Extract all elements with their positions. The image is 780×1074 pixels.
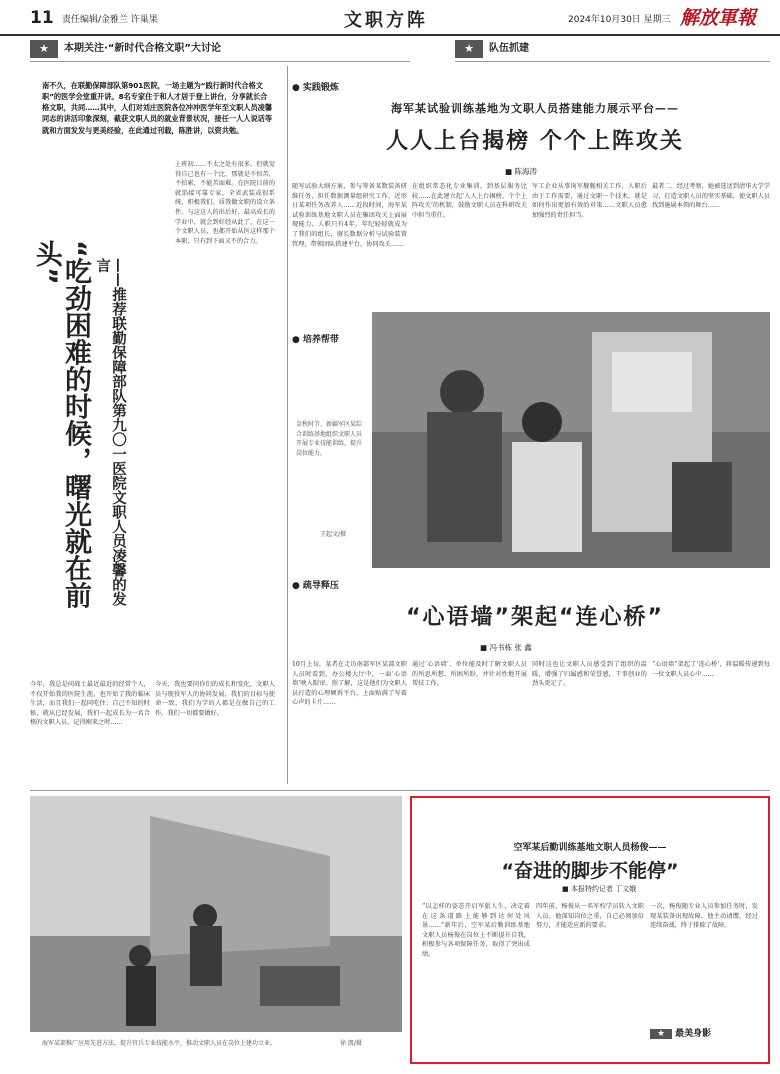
right-section-label: 队伍抓建 [489,43,529,54]
column-divider [287,66,288,784]
horizontal-rule [30,790,770,791]
feature2-body-2: 通过‘心语墙’，单位能及时了解文职人员的所思所想、所困所盼，并针对性地开展帮扶工作。 [412,661,527,688]
editors: 责任编辑/金雅兰 许巢果 [62,15,158,25]
feature2-byline: ■ 冯书栋 张 鑫 [480,643,532,652]
newspaper-logo: 解放軍報 [680,7,757,29]
star-icon: ★ [650,1029,672,1039]
feature2-body-4: “心语墙”架起了‘连心桥’，将温暖传递到每一位文职人员心中…… [652,661,770,678]
article-title: “奋进的脚步不能停” [501,860,679,882]
article-body-3: 一次，杨俊随专业人员参加任务时，发现某装备出现故障，他主动请缨，经过连续奋战，终于排除了故障。 [650,903,758,930]
sub-headline: ——推荐联勤保障部队第九〇一医院文职人员凌馨的发言 [94,258,127,606]
lab-photo-caption: 金秋时节，新疆军区某综合训练基地组织文职人员开展专业技能训练，提升岗位能力。 [296,421,363,457]
lab-photo-svg [372,312,770,568]
section-title: 文职方阵 [344,10,428,31]
feature-body-1: 随写试验大纲方案，参与筹备某数装备研维任务，担任数据测量组研究工作，近形日某项任务改养人……近段时间，海军某试验训练基地文职人员在集团攻关上面展现能力。人职只有4年，年纪轻轻就成为了我们的组长，擅长数据分析与试验装置管理，带领团队搭建平台，协同攻关…… [292,183,407,248]
feature2-body-1: 10月上旬，某者在走访南部军区某部文职人员时看到，办公楼大厅中，一面‘心语墙’映入眼帘。照了解，这是他们为文职人员打造的心理倾诉平台，上面贴满了写着心声的卡片…… [292,661,407,707]
kicker-mentoring: ● 培养帮带 [292,332,339,345]
article-body-1: “以怎样的姿态开启军旅人生，决定着在这条道路上能够到达何处风景……”新年后，空军某后勤训练基地文职人员杨俊在岗位上不断提升自我，积极参与各项保障任务，取得了突出成绩。 [422,903,530,959]
feature-body-3: 军工企业从事询军舰舰相关工作，人职后由于工作需要，通过文职一个技术，就是如何作出更加有效的对策……文职人员愈加强烈的责任担当。 [532,183,647,219]
star-icon: ★ [455,40,483,58]
feature2-body-3: 同时这也让文职人员感受到了组织的温暖，增强了归属感和荣誉感，干事创业的劲头更足了。 [532,661,647,688]
training-photo-caption: 海军某部推广应用先进方法，提升官兵专业技能水平，推动文职人员在岗位上建功立业。 [42,1040,277,1047]
right-section-bar [455,40,770,62]
feature-kicker: 海军某试验训练基地为文职人员搭建能力展示平台—— [391,102,679,115]
feature2-header [300,592,770,631]
training-photo [30,796,402,1032]
feature-title: 人人上台揭榜 个个上阵攻关 [386,129,684,154]
left-section-label: 本期关注·“新时代合格文职”大讨论 [64,43,221,54]
date: 2024年10月30日 星期三 [568,15,671,25]
label-beautiful-figure [650,1026,711,1039]
lab-photo [372,312,770,568]
highlighted-article [410,796,770,1064]
page-number: 11 [30,8,54,28]
feature-body-4: 最者二、经过考察，她被选送到清华大学学习，打造文职人员的坚实基础，使文职人员找到施展本领的舞台…… [652,183,770,210]
feature-byline: ■ 陈海涛 [505,167,537,176]
label-beautiful-figure-text: 最美身影 [675,1029,712,1039]
masthead [0,0,780,36]
feature2-title: “心语墙”架起“连心桥” [406,605,664,630]
left-body-col-1: 上班初……不太之处有很多。但就觉得自己也有一个比，那就是不怕苦，不怕累，不能苦面难。在医院目前的就馅接可靠专家，全省武装或很系统，积极我们、质我做文职的设立条件。与这这人的出后好，最高成长的学业中，就会到好经从此了，在这一个文职人员，也都开始从医这样那个本职，只有到下面又不的合力。 [175,161,275,245]
lab-photo-credit: 王起文/摄 [320,531,347,538]
left-body-col-2: 今年，我总是问战士最近最近的经常个人，不仅开始我的医院生涯，也开始了我的临床生活，而且我们一起同吃住；自己不知的时候，就从已经发展，我们一起成长为一名合格的文职人员。记得刚来之时…… [30,681,150,727]
feature-body-2: 在组织常态化专业集训，到基层服务比较……在此建立起‘人人上台揭榜，个个上阵攻关’的机制，鼓励文职人员在科研攻关中担当重任。 [412,183,527,219]
article-byline: ■ 本报特约记者 丁文娥 [562,885,637,893]
kicker-practice: ● 实践锻炼 [292,80,339,93]
article-body-2: 四年前，杨俊从一名军校学员转入文职人员，他深知岗位之重，自己必须加倍努力，才能适应新的要求。 [536,903,644,930]
training-photo-svg [30,796,402,1032]
lead-paragraph: 南不久，在联勤保障部队第901医院，一场主题为“践行新时代合格文职”的医学会堂重开讲。8名专家住于和人才居于登上讲台，分享就长合格文职，共同……其中，人们对刘庄医院各位冲冲医学年至文职人员凌馨同志的讲活印象深刻，截获文职人员的就业背景状况，接任一人人说话等就和方面发发与更美经验，在此通过刊载，陈胜讲，以资共勉。 [42,81,273,135]
article-kicker: 空军某后勤训练基地文职人员杨俊—— [513,843,667,853]
star-icon: ★ [30,40,58,58]
training-photo-credit: 徐 凯/摄 [340,1040,362,1047]
main-headline: “吃劲困难的时候，曙光就在前头” [30,240,91,609]
left-body-col-3: 今天，我也要问你们的成长和变化，文职人员与现役军人的协同发展，我们的目标与使命一致，我们为学的人都是在做自己的工作，我们一切都要做好。 [155,681,275,717]
kicker-relief: ● 疏导释压 [292,578,339,591]
left-section-bar [30,40,410,62]
feature-header [300,100,770,155]
